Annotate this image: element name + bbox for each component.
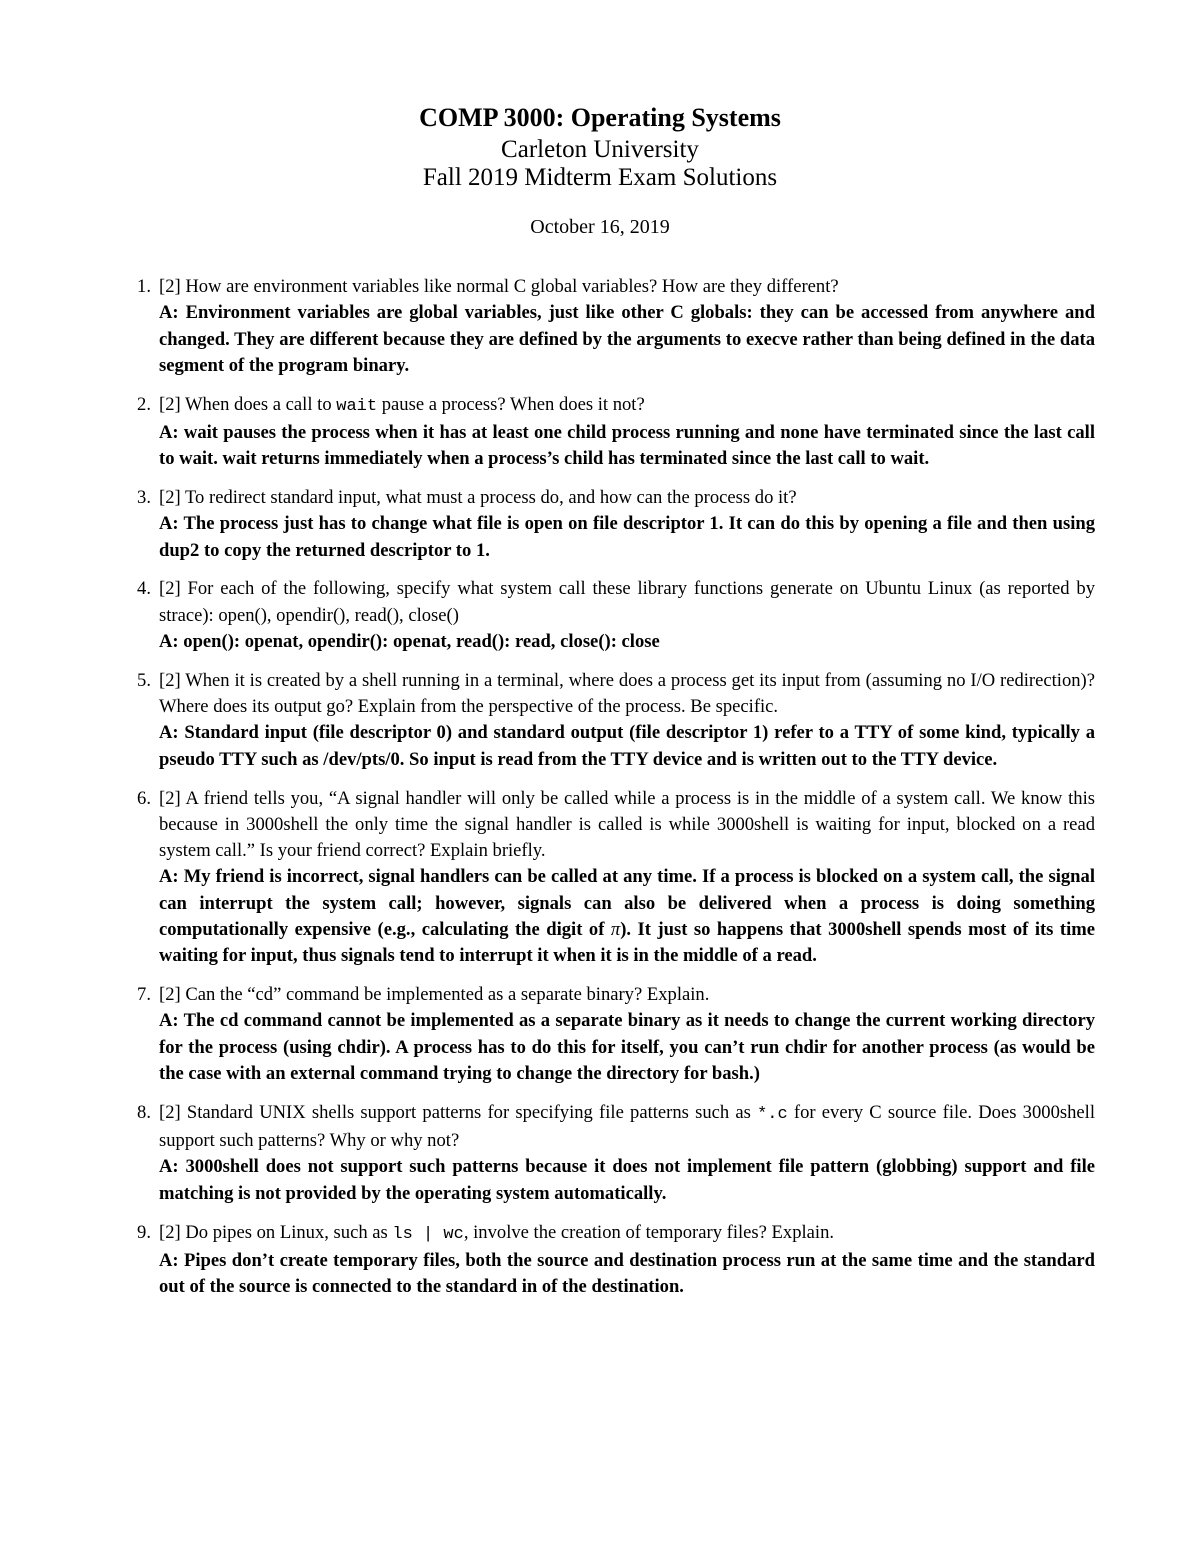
answer-text: A: 3000shell does not support such patterns because it does not implement file pattern (globbing) support and file matching is not provided by the operating system automatically. bbox=[159, 1156, 1095, 1204]
answer-text: A: wait pauses the process when it has at least one child process running and none have terminated since the last call to wait. wait returns immediately when a process’s child has terminated since the last call to wait. bbox=[159, 421, 1095, 470]
course-title: COMP 3000: Operating Systems bbox=[419, 103, 781, 132]
inline-code: *.c bbox=[757, 1104, 788, 1124]
question-number: 4. bbox=[137, 578, 151, 600]
question-number: 9. bbox=[137, 1221, 151, 1243]
answer-text: A: open(): openat, opendir(): openat, read(): read, close(): close bbox=[159, 631, 660, 653]
answer-text-start: A: My friend is incorrect, signal handlers can be called at any time. If a process is blocked on a system call, the signal can interrupt the system call; however, signals can also be delivered when a process is doing something computationally expensive (e.g., calculating the digit of bbox=[159, 866, 1095, 941]
question-text bbox=[159, 392, 1095, 420]
question-4 bbox=[105, 576, 1095, 655]
answer-text: A: Pipes don’t create temporary files, both the source and destination process run at the same time and the standard out of the source is connected to the standard in of the destination. bbox=[159, 1249, 1095, 1298]
question-text-start: [2] Standard UNIX shells support patterns for specifying file patterns such as bbox=[159, 1101, 758, 1123]
answer-text: A: The cd command cannot be implemented as a separate binary as it needs to change the current working directory for the process (using chdir). A process has to do this for itself, you can’t run chdir for another process (as would be the case with an external command trying to change the directory for bash.) bbox=[159, 1010, 1095, 1085]
question-text: [2] A friend tells you, “A signal handler will only be called while a process is in the middle of a system call. We know this because in 3000shell the only time the signal handler is called is while 3000shell is waiting for input, blocked on a read system call.” Is your friend correct? Explain briefly. bbox=[159, 787, 1095, 862]
question-list bbox=[105, 274, 1095, 1313]
question-number: 8. bbox=[137, 1101, 151, 1123]
question-number: 3. bbox=[137, 487, 151, 509]
question-number: 2. bbox=[137, 393, 151, 415]
question-text bbox=[159, 1220, 1095, 1248]
question-7 bbox=[105, 982, 1095, 1087]
pi-symbol: π bbox=[610, 919, 621, 941]
inline-code: ls | wc bbox=[392, 1224, 464, 1244]
question-6 bbox=[105, 786, 1095, 970]
question-3 bbox=[105, 485, 1095, 564]
answer-text-end: ). It just so happens that 3000shell spends most of its time waiting for input, thus signals tend to interrupt it when it is in the middle of a read. bbox=[159, 919, 1095, 967]
question-text-start: [2] When does a call to bbox=[159, 393, 337, 415]
question-text: [2] For each of the following, specify what system call these library functions generate on Ubuntu Linux (as reported by strace): open(), opendir(), read(), close() bbox=[159, 578, 1095, 626]
question-text bbox=[159, 1100, 1095, 1155]
question-number: 7. bbox=[137, 984, 151, 1006]
question-number: 1. bbox=[137, 276, 151, 297]
university-name: Carleton University bbox=[501, 136, 699, 163]
question-text: [2] When it is created by a shell running in a terminal, where does a process get its input from (assuming no I/O redirection)? Where does its output go? Explain from the perspective of the process. Be specific. bbox=[159, 669, 1095, 718]
question-text: [2] To redirect standard input, what must a process do, and how can the process do it? bbox=[159, 487, 797, 509]
exam-date: October 16, 2019 bbox=[530, 216, 670, 238]
question-9 bbox=[105, 1220, 1095, 1301]
question-5 bbox=[105, 668, 1095, 773]
question-text: [2] How are environment variables like normal C global variables? How are they different? bbox=[159, 276, 839, 297]
answer-text bbox=[159, 864, 1095, 969]
question-text-end: pause a process? When does it not? bbox=[377, 393, 645, 415]
question-number: 5. bbox=[137, 669, 151, 691]
question-8 bbox=[105, 1100, 1095, 1207]
question-1 bbox=[105, 274, 1095, 379]
inline-code: wait bbox=[336, 396, 378, 416]
question-text-end: for every C source file. Does 3000shell support such patterns? Why or why not? bbox=[159, 1101, 1095, 1152]
answer-text: A: The process just has to change what file is open on file descriptor 1. It can do this by opening a file and then using dup2 to copy the returned descriptor to 1. bbox=[159, 513, 1095, 561]
document-header bbox=[0, 100, 1200, 240]
question-number: 6. bbox=[137, 787, 151, 809]
question-2 bbox=[105, 392, 1095, 473]
answer-text: A: Standard input (file descriptor 0) and standard output (file descriptor 1) refer to a TTY of some kind, typically a pseudo TTY such as /dev/pts/0. So input is read from the TTY device and is written out to the TTY device. bbox=[159, 722, 1095, 770]
answer-text: A: Environment variables are global variables, just like other C globals: they can be accessed from anywhere and changed. They are different because they are defined by the arguments to execve rather than being defined in the data segment of the program binary. bbox=[159, 302, 1095, 376]
question-text-start: [2] Do pipes on Linux, such as bbox=[159, 1221, 393, 1243]
question-text-end: , involve the creation of temporary files? Explain. bbox=[463, 1221, 835, 1243]
question-text: [2] Can the “cd” command be implemented as a separate binary? Explain. bbox=[159, 984, 710, 1006]
exam-title: Fall 2019 Midterm Exam Solutions bbox=[422, 164, 778, 191]
